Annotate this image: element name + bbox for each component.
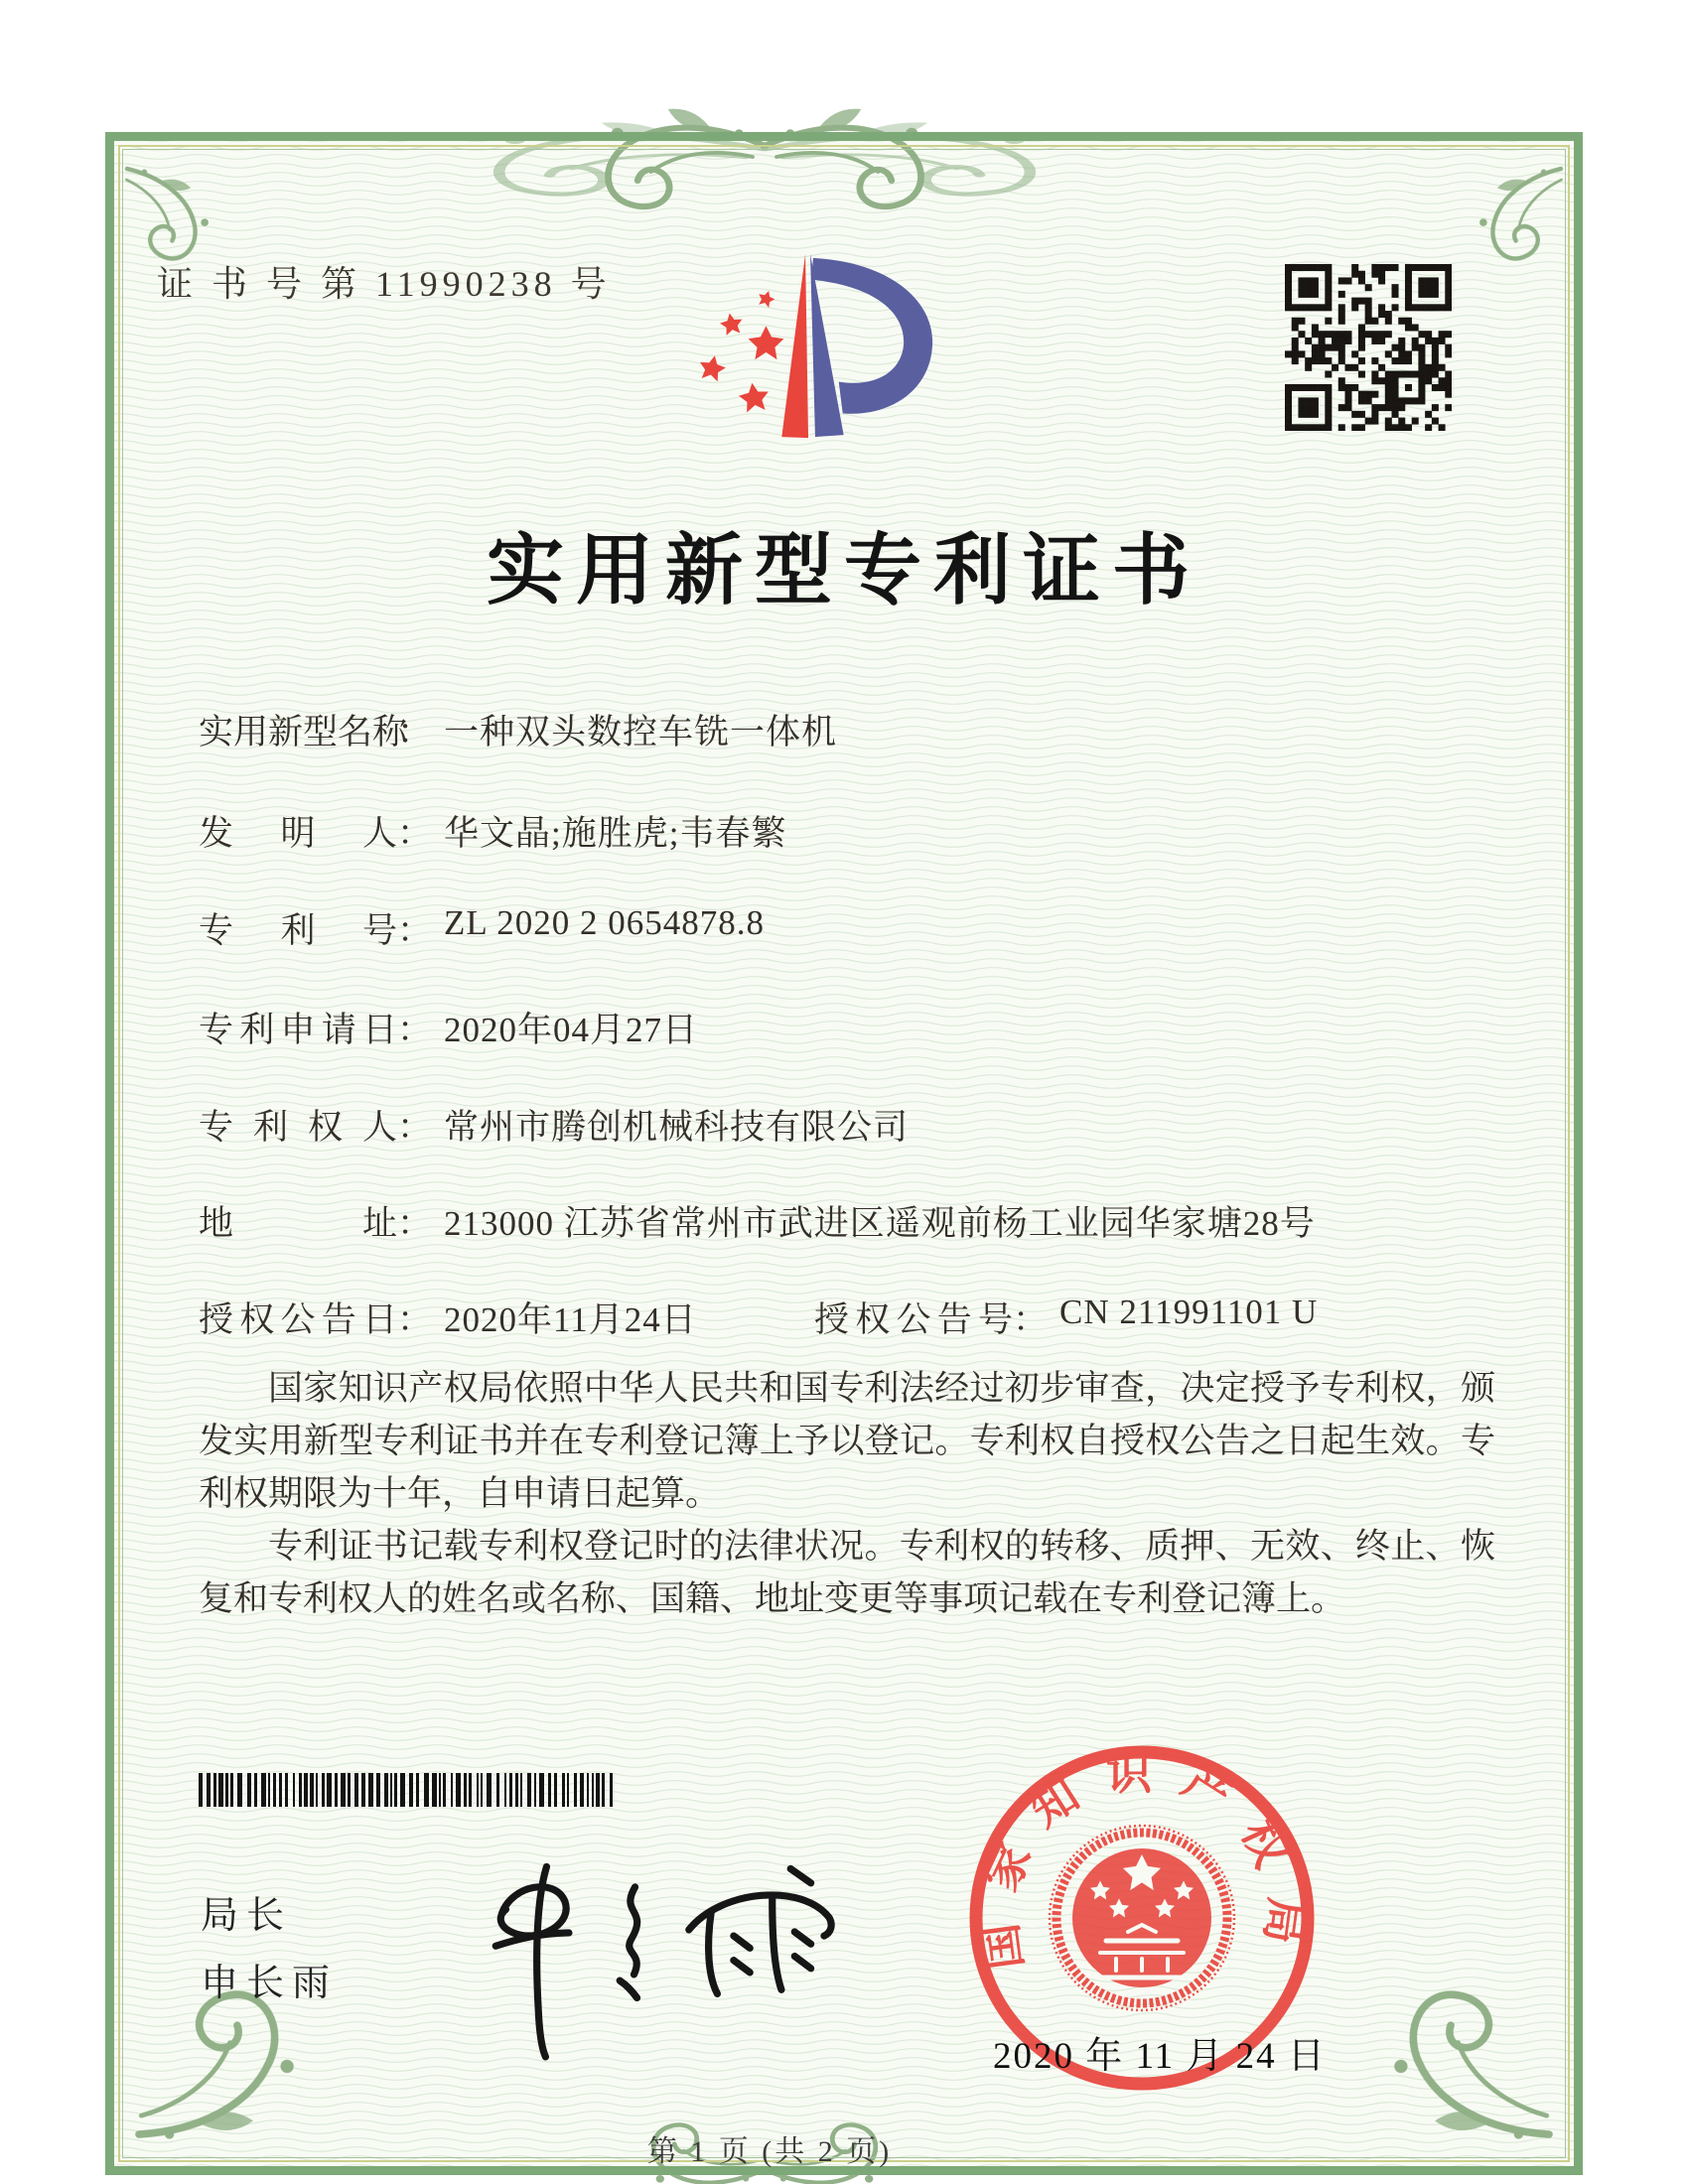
paragraph-grant-statement: 国家知识产权局依照中华人民共和国专利法经过初步审查，决定授予专利权，颁发实用新型专利证书并在专利登记簿上予以登记。专利权自授权公告之日起生效。专利权期限为十年，自申请日起算。 xyxy=(199,1369,1495,1513)
qr-code xyxy=(1285,264,1452,431)
field-label: 专利号 xyxy=(199,911,397,950)
cnipa-logo-icon xyxy=(687,248,937,445)
logo-stars-icon xyxy=(697,288,784,413)
field-label: 专利申请日 xyxy=(199,1011,397,1049)
signature-script xyxy=(467,1848,844,2062)
field-value: 一种双头数控车铣一体机 xyxy=(444,713,838,751)
field-value: CN 211991101 U xyxy=(1059,1293,1319,1331)
field-row-filing-date: 专利申请日： 2020年04月27日 xyxy=(199,1003,1499,1052)
field-grant-number: 授权公告号： CN 211991101 U xyxy=(814,1293,1318,1342)
field-label: 授权公告日 xyxy=(199,1300,397,1339)
field-label: 地址 xyxy=(199,1204,397,1243)
grant-date-under-seal: 2020 年 11 月 24 日 xyxy=(993,2036,1327,2077)
field-row-inventors: 发明人： 华文晶;施胜虎;韦春繁 xyxy=(199,806,1499,856)
field-value: 213000 江苏省常州市武进区遥观前杨工业园华家塘28号 xyxy=(444,1204,1316,1243)
certificate-number: 证 书 号 第 11990238 号 xyxy=(157,264,612,304)
field-row-address: 地址： 213000 江苏省常州市武进区遥观前杨工业园华家塘28号 xyxy=(199,1196,1499,1246)
field-value: 常州市腾创机械科技有限公司 xyxy=(444,1108,910,1147)
barcode xyxy=(199,1771,614,1809)
field-value: ZL 2020 2 0654878.8 xyxy=(444,903,765,942)
field-value: 华文晶;施胜虎;韦春繁 xyxy=(444,814,787,853)
field-value: 2020年04月27日 xyxy=(444,1011,699,1049)
paragraph-register-statement: 专利证书记载专利权登记时的法律状况。专利权的转移、质押、无效、终止、恢复和专利权人的姓名或名称、国籍、地址变更等事项记载在专利登记簿上。 xyxy=(199,1527,1495,1618)
commissioner-title: 局长 xyxy=(201,1895,293,1937)
field-label: 授权公告号 xyxy=(814,1300,1013,1339)
field-label: 发明人 xyxy=(199,814,397,853)
certificate-title: 实用新型专利证书 xyxy=(486,527,1201,614)
field-row-grant: 授权公告日： 2020年11月24日 授权公告号： CN 211991101 U xyxy=(199,1293,1499,1342)
field-label: 专利权人 xyxy=(199,1108,397,1147)
field-row-patentee: 专利权人： 常州市腾创机械科技有限公司 xyxy=(199,1100,1499,1150)
field-row-invention-name: 实用新型名称： 一种双头数控车铣一体机 xyxy=(199,705,1499,754)
legal-text xyxy=(199,1362,1495,1625)
field-row-patent-number: 专利号： ZL 2020 2 0654878.8 xyxy=(199,903,1499,953)
commissioner-name: 申长雨 xyxy=(201,1963,339,2004)
seal-text: 国家知识产权局 xyxy=(971,1748,1313,1973)
field-label: 实用新型名称 xyxy=(199,713,408,751)
page-number-footer: 第 1 页 (共 2 页) xyxy=(646,2135,893,2168)
field-value: 2020年11月24日 xyxy=(444,1300,697,1339)
national-emblem-icon xyxy=(1050,1826,1234,2010)
